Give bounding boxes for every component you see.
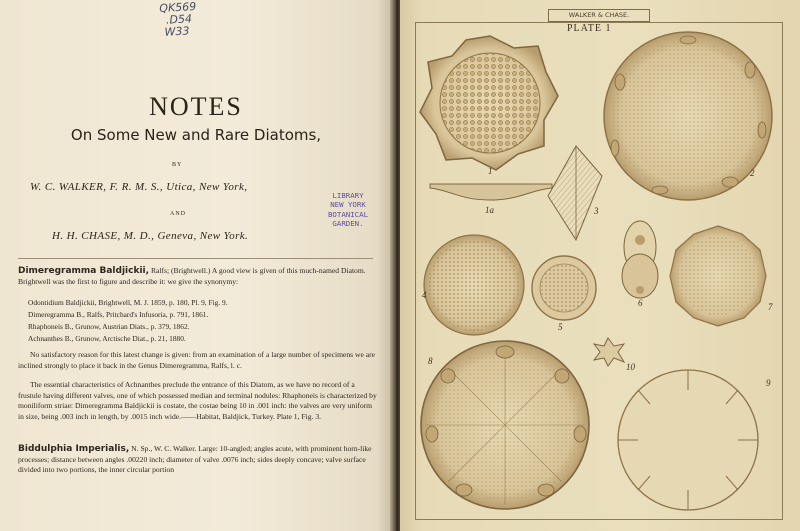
- figure-label: 1a: [485, 205, 494, 215]
- stamp-line: NEW YORK: [330, 200, 366, 210]
- figure-label: 7: [768, 302, 773, 312]
- figure-label: 2: [750, 168, 755, 178]
- and-label: AND: [170, 211, 186, 217]
- stamp-line: LIBRARY: [332, 191, 364, 200]
- figure-label: 3: [594, 206, 599, 216]
- by-label: BY: [172, 162, 183, 168]
- call-number-line: W33: [164, 24, 190, 39]
- call-number-line: .D54: [165, 12, 193, 27]
- author-walker: W. C. WALKER, F. R. M. S., Utica, New York,: [30, 181, 248, 193]
- synonym-item: Achnanthes B., Grunow, Arctische Diat., p. 21, 1880.: [28, 334, 186, 343]
- figure-10-diatom: [594, 338, 624, 366]
- section-text: N. Sp., W. C. Walker. Large: 10-angled; angles acute, with prominent horn-like processes; distance between angles .00220 inch; diameter of valve .0076 inch; sides deeply concave; valve surface divided into two portions, the inner circular portion: [18, 444, 372, 475]
- figure-label: 10: [626, 362, 635, 372]
- paragraph-3: The essential characteristics of Achnanthes preclude the entrance of this Diatom, as we have no record of a frustule having different valves, one of which possessed median and terminal nodules: Rhaphoneis is characterized by moniliform striae: Dimeregramma Baldjickii is costate, the costae being 10 in .001 inch: the valves are very uniform in size, being .003 inch in length, by .0015 inch wide.——Habitat, Baldjick, Turkey. Plate 1, Fig. 3.: [18, 380, 377, 421]
- figure-6-diatom: [622, 221, 658, 298]
- figure-8-diatom: [421, 341, 589, 509]
- figure-4-diatom: [424, 235, 524, 335]
- figure-3-diatom: [548, 146, 602, 240]
- species-name: Dimeregramma Baldjickii,: [18, 266, 150, 276]
- species-name: Biddulphia Imperialis,: [18, 444, 130, 454]
- synonym-item: Rhaphoneis B., Grunow, Austrian Diats., p. 379, 1862.: [28, 322, 190, 331]
- page-title: NOTES: [149, 92, 243, 121]
- stamp-line: GARDEN.: [332, 219, 364, 229]
- page-subtitle: On Some New and Rare Diatoms,: [70, 126, 322, 144]
- figure-9-diatom: [618, 370, 758, 510]
- stamp-line: BOTANICAL: [327, 209, 369, 219]
- figure-5-diatom: [532, 256, 596, 320]
- author-chase: H. H. CHASE, M. D., Geneva, New York.: [52, 230, 249, 242]
- paragraph-2: No satisfactory reason for this latest change is given: from an examination of a large number of specimens we are inclined strongly to place it back in the Genus Dimeregramma, Ralfs, l. c.: [18, 350, 376, 370]
- figure-label: 9: [766, 378, 771, 388]
- synonym-item: Odontidium Baldjickii, Brightwell, M. J. 1859, p. 180, Pl. 9, Fig. 9.: [28, 298, 228, 307]
- figure-label: 1: [488, 166, 493, 176]
- synonym-item: Dimeregramma B., Ralfs, Pritchard's Infusoria, p. 791, 1861.: [28, 310, 209, 319]
- section-intro: Ralfs; (Brightwell.) A good view is given of this much-named Diatom. Brightwell was the first to figure and describe it: we give the synonymy:: [18, 266, 366, 286]
- figure-label: 8: [428, 356, 433, 366]
- figure-label: 4: [422, 290, 427, 300]
- plate-title: PLATE 1: [567, 23, 612, 34]
- figure-label: 6: [638, 298, 643, 308]
- call-number-line: QK569: [159, 0, 197, 15]
- figure-1a-diatom: [430, 184, 552, 200]
- figure-2-diatom: [604, 32, 772, 200]
- figure-7-diatom: [670, 226, 766, 326]
- figure-label: 5: [558, 322, 563, 332]
- figure-1-diatom: [420, 36, 558, 170]
- plate-header: WALKER & CHASE.: [548, 9, 650, 22]
